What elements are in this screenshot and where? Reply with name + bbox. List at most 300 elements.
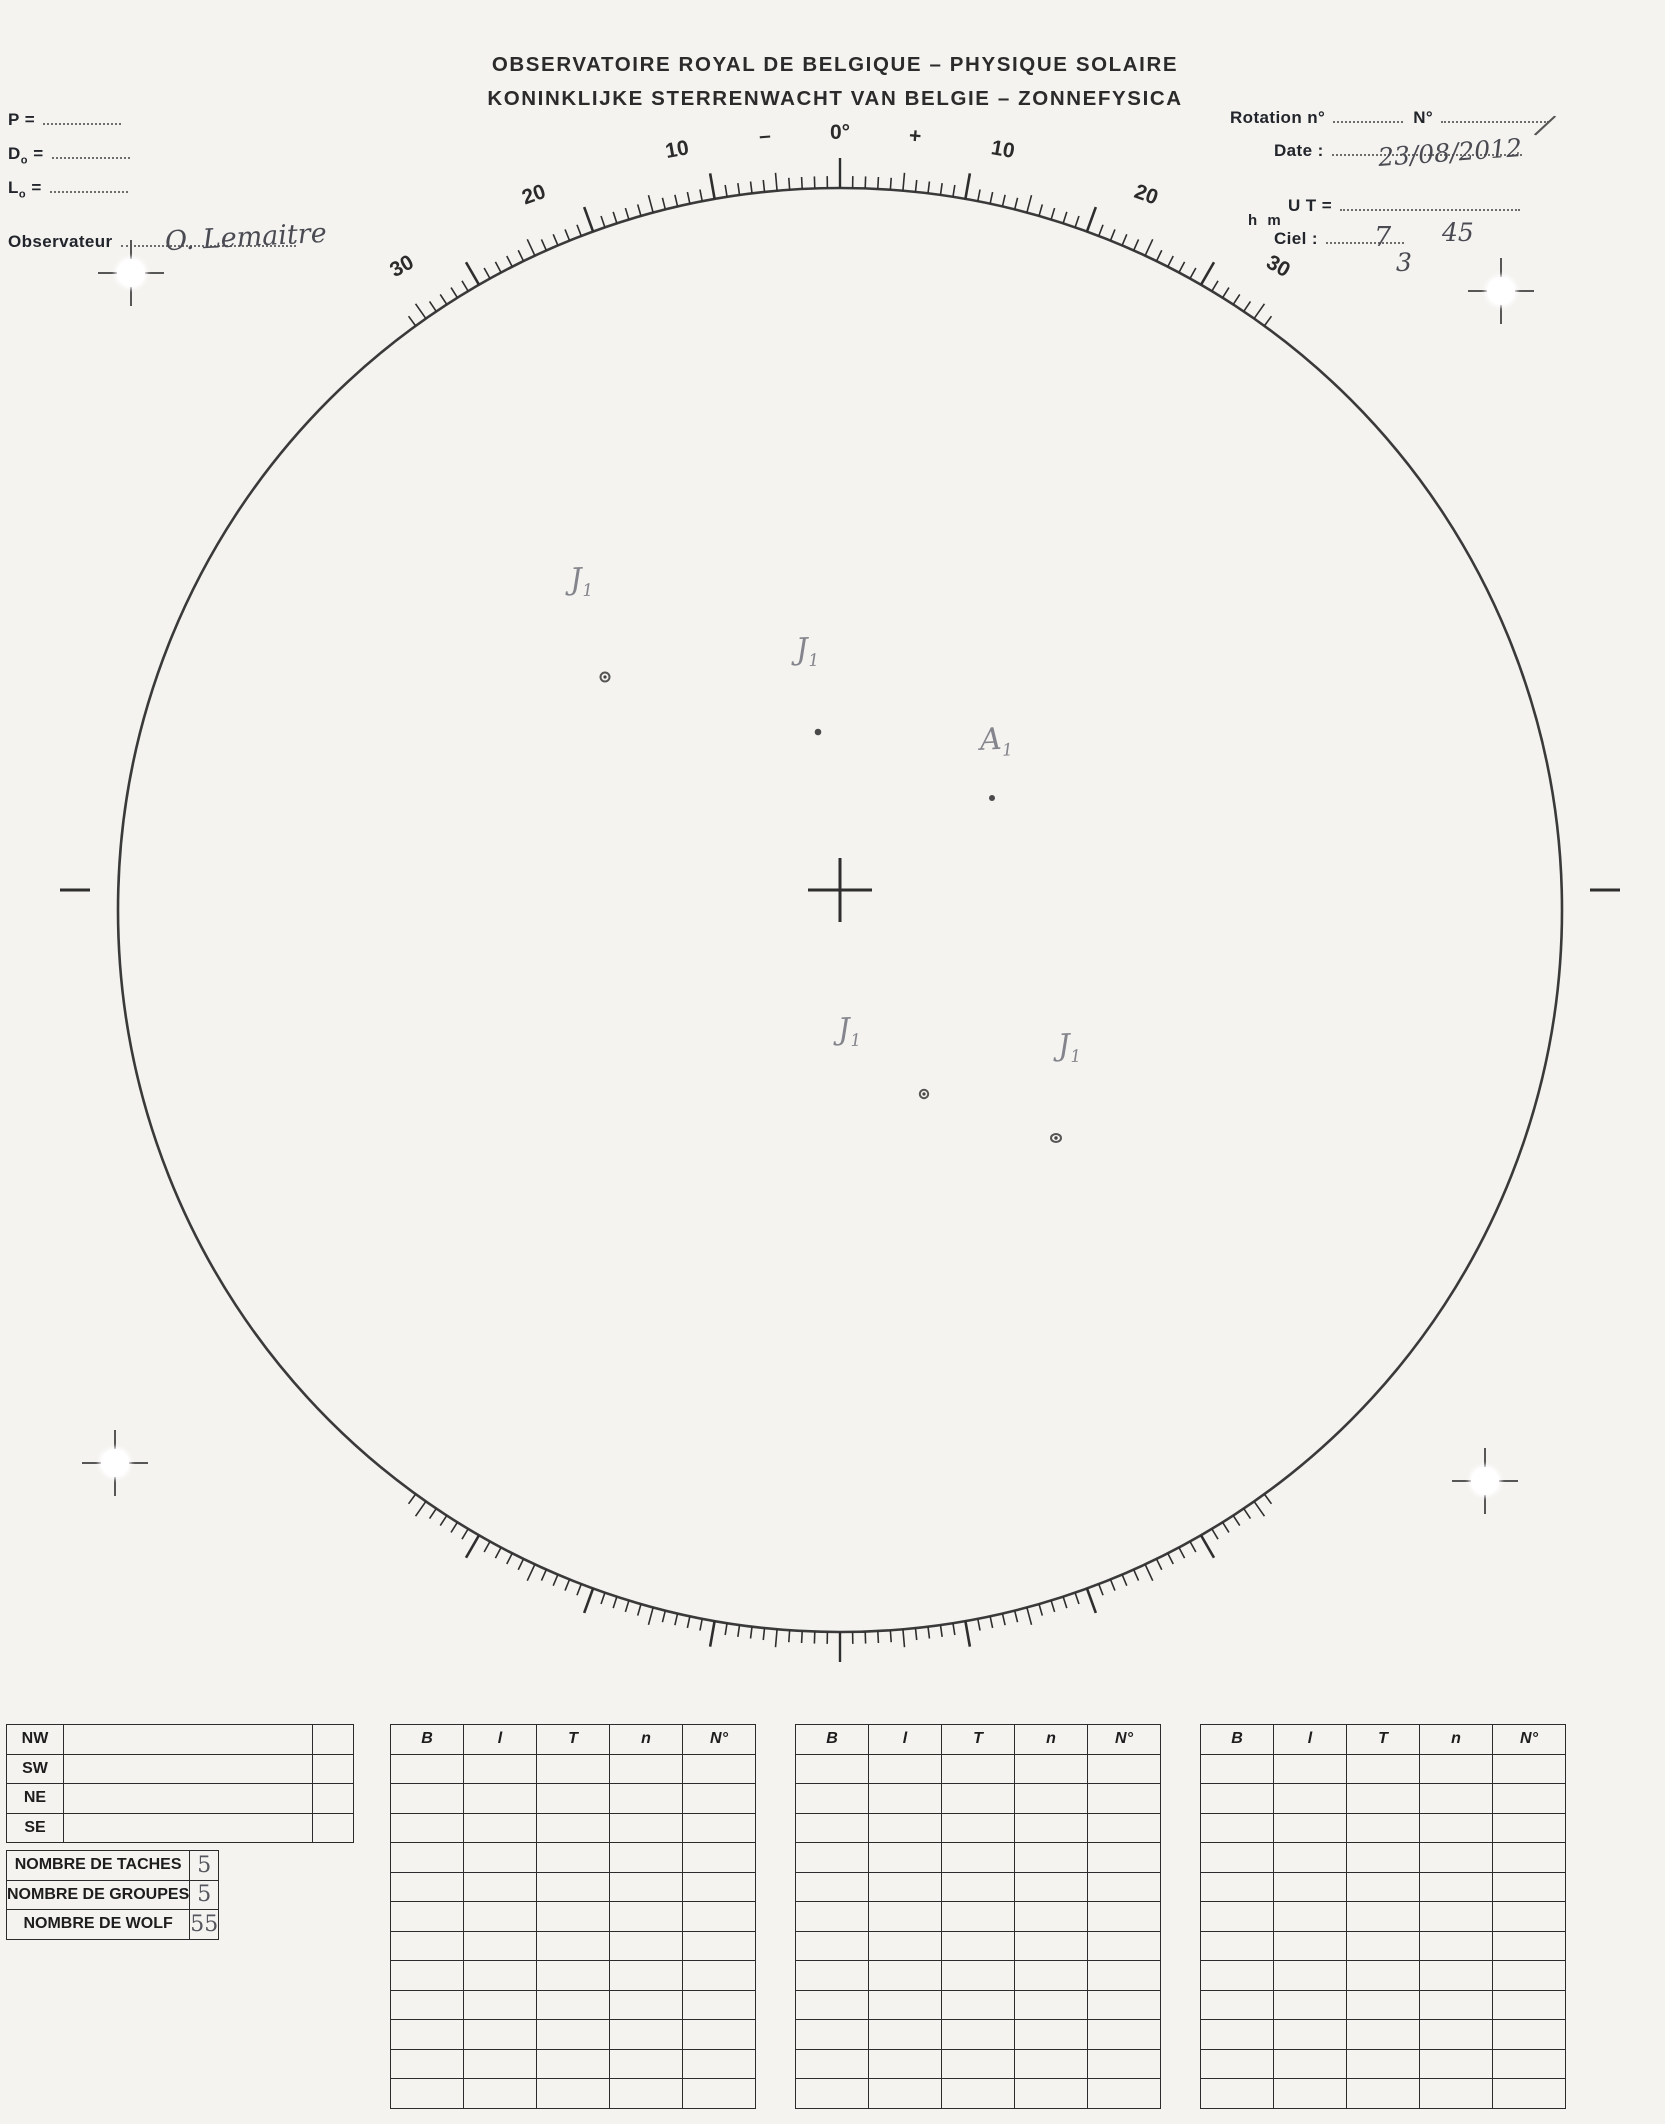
spot-cell[interactable] xyxy=(1015,1754,1088,1784)
spot-cell[interactable] xyxy=(464,1990,537,2020)
spot-cell[interactable] xyxy=(610,1754,683,1784)
spot-cell[interactable] xyxy=(1420,1813,1493,1843)
spot-cell[interactable] xyxy=(1015,1872,1088,1902)
table-row xyxy=(796,2020,1161,2050)
spot-cell[interactable] xyxy=(1347,1784,1420,1814)
spot-cell[interactable] xyxy=(1493,1813,1566,1843)
registration-mark-bottom-right xyxy=(1452,1448,1518,1514)
hm-label: h m xyxy=(1248,212,1284,229)
spot-cell[interactable] xyxy=(537,2079,610,2109)
spot-cell[interactable] xyxy=(1420,1990,1493,2020)
spot-cell[interactable] xyxy=(464,2020,537,2050)
column-header-t: T xyxy=(1347,1725,1420,1755)
spot-cell[interactable] xyxy=(683,2079,756,2109)
table-row xyxy=(796,1990,1161,2020)
summary-value-handwritten-0: 5 xyxy=(197,1852,212,1878)
spot-cell[interactable] xyxy=(1274,1931,1347,1961)
spot-cell[interactable] xyxy=(1347,2079,1420,2109)
disc-center-cross xyxy=(808,858,872,922)
spot-cell[interactable] xyxy=(942,1843,1015,1873)
spot-cell[interactable] xyxy=(869,1872,942,1902)
spot-cell[interactable] xyxy=(391,2079,464,2109)
quadrant-label-nw: NW xyxy=(7,1725,64,1755)
table-row xyxy=(796,2049,1161,2079)
spot-cell[interactable] xyxy=(391,1931,464,1961)
spot-cell[interactable] xyxy=(1201,1872,1274,1902)
spot-cell[interactable] xyxy=(796,1754,869,1784)
table-row xyxy=(391,1872,756,1902)
registration-mark-bottom-left xyxy=(82,1430,148,1496)
spot-cell[interactable] xyxy=(796,1902,869,1932)
spot-cell[interactable] xyxy=(796,1813,869,1843)
spot-cell[interactable] xyxy=(1088,1990,1161,2020)
spot-cell[interactable] xyxy=(1347,1872,1420,1902)
spot-cell[interactable] xyxy=(1274,1902,1347,1932)
bottom-tables-area xyxy=(0,1712,1665,2124)
table-row xyxy=(1201,1902,1566,1932)
registration-mark-top-right xyxy=(1468,258,1534,324)
column-header-t: T xyxy=(942,1725,1015,1755)
spot-cell[interactable] xyxy=(537,2020,610,2050)
spot-cell[interactable] xyxy=(391,1754,464,1784)
spot-cell[interactable] xyxy=(537,1872,610,1902)
table-row xyxy=(7,1910,219,1940)
spot-cell[interactable] xyxy=(796,2079,869,2109)
spot-cell[interactable] xyxy=(610,1961,683,1991)
spot-cell[interactable] xyxy=(1201,1784,1274,1814)
spot-cell[interactable] xyxy=(1420,1872,1493,1902)
spot-cell[interactable] xyxy=(942,1813,1015,1843)
svg-text:30: 30 xyxy=(386,250,418,283)
table-row xyxy=(391,1784,756,1814)
ciel-label: Ciel : xyxy=(1274,229,1318,248)
column-header-l: l xyxy=(464,1725,537,1755)
date-value-handwritten: 23/08/2012 xyxy=(1377,133,1523,172)
spot-cell[interactable] xyxy=(1274,1784,1347,1814)
spot-cell[interactable] xyxy=(683,1843,756,1873)
spot-cell[interactable] xyxy=(610,1843,683,1873)
quadrant-count-cell[interactable] xyxy=(313,1754,354,1784)
spot-cell[interactable] xyxy=(391,1784,464,1814)
spot-cell[interactable] xyxy=(869,2079,942,2109)
quadrant-table xyxy=(6,1724,354,1843)
spot-cell[interactable] xyxy=(869,1902,942,1932)
spot-cell[interactable] xyxy=(537,1754,610,1784)
spot-cell[interactable] xyxy=(1420,2049,1493,2079)
spot-cell[interactable] xyxy=(1493,1843,1566,1873)
column-header-b: B xyxy=(1201,1725,1274,1755)
summary-label-2: NOMBRE DE WOLF xyxy=(7,1910,190,1940)
spot-cell[interactable] xyxy=(683,1784,756,1814)
spot-cell[interactable] xyxy=(537,1784,610,1814)
table-row xyxy=(796,1754,1161,1784)
spot-cell[interactable] xyxy=(1201,1754,1274,1784)
spot-cell[interactable] xyxy=(610,1990,683,2020)
spot-cell[interactable] xyxy=(537,1843,610,1873)
spot-cell[interactable] xyxy=(796,2020,869,2050)
spot-cell[interactable] xyxy=(1420,1784,1493,1814)
svg-text:–: – xyxy=(758,124,772,149)
table-row xyxy=(1201,1754,1566,1784)
table-row xyxy=(391,1813,756,1843)
summary-label-1: NOMBRE DE GROUPES xyxy=(7,1880,190,1910)
spot-cell[interactable] xyxy=(391,1872,464,1902)
summary-value-0[interactable] xyxy=(190,1851,219,1881)
title-line-dutch: KONINKLIJKE STERRENWACHT VAN BELGIE – ZONNEFYSICA xyxy=(487,87,1183,110)
spot-cell[interactable] xyxy=(796,1872,869,1902)
spot-cell[interactable] xyxy=(1420,1843,1493,1873)
p-label: P = xyxy=(8,110,36,129)
ut-label: U T = xyxy=(1288,196,1333,215)
spot-cell[interactable] xyxy=(869,1784,942,1814)
spot-cell[interactable] xyxy=(464,2049,537,2079)
spot-cell[interactable] xyxy=(1347,1902,1420,1932)
spot-cell[interactable] xyxy=(1201,2049,1274,2079)
svg-text:+: + xyxy=(908,124,923,149)
do-label: $D_o$ = xyxy=(8,144,44,167)
spot-cell[interactable] xyxy=(869,1931,942,1961)
ut-minutes-handwritten: 45 xyxy=(1442,218,1474,247)
spot-cell[interactable] xyxy=(869,2020,942,2050)
quadrant-label-sw: SW xyxy=(7,1754,64,1784)
table-row xyxy=(391,2049,756,2079)
spot-cell[interactable] xyxy=(1274,1754,1347,1784)
spot-cell[interactable] xyxy=(869,1990,942,2020)
spot-cell[interactable] xyxy=(391,2020,464,2050)
spot-cell[interactable] xyxy=(1201,1990,1274,2020)
spot-cell[interactable] xyxy=(1088,2049,1161,2079)
table-row xyxy=(796,1813,1161,1843)
quadrant-count-cell[interactable] xyxy=(313,1784,354,1814)
spot-label-1: $J_1$ xyxy=(569,561,594,601)
spot-cell[interactable] xyxy=(464,1784,537,1814)
spot-label-4: $J_1$ xyxy=(837,1011,862,1051)
spot-cell[interactable] xyxy=(796,1784,869,1814)
spot-cell[interactable] xyxy=(1420,2079,1493,2109)
svg-text:10: 10 xyxy=(989,136,1017,163)
table-row xyxy=(1201,1931,1566,1961)
svg-text:0°: 0° xyxy=(829,121,851,144)
table-row xyxy=(7,1754,354,1784)
spot-cell[interactable] xyxy=(1201,1813,1274,1843)
spot-cell[interactable] xyxy=(537,1990,610,2020)
summary-table xyxy=(6,1850,219,1940)
column-header-n: n xyxy=(1420,1725,1493,1755)
spot-cell[interactable] xyxy=(1493,1990,1566,2020)
spot-cell[interactable] xyxy=(391,1961,464,1991)
spot-cell[interactable] xyxy=(796,1931,869,1961)
spot-cell[interactable] xyxy=(1493,2020,1566,2050)
spot-cell[interactable] xyxy=(1088,2020,1161,2050)
spot-cell[interactable] xyxy=(610,1902,683,1932)
table-row xyxy=(796,1784,1161,1814)
table-row xyxy=(1201,1872,1566,1902)
spot-cell[interactable] xyxy=(1274,2049,1347,2079)
column-header-b: B xyxy=(796,1725,869,1755)
spot-cell[interactable] xyxy=(1347,1813,1420,1843)
spot-cell[interactable] xyxy=(464,1961,537,1991)
table-row xyxy=(796,1961,1161,1991)
table-row xyxy=(391,1902,756,1932)
page-title xyxy=(420,48,1250,116)
lo-label: $L_o$ = xyxy=(8,178,42,201)
table-row xyxy=(7,1851,219,1881)
table-row xyxy=(391,1843,756,1873)
spot-cell[interactable] xyxy=(1274,1961,1347,1991)
spot-cell[interactable] xyxy=(869,1961,942,1991)
title-line-french: OBSERVATOIRE ROYAL DE BELGIQUE – PHYSIQUE SOLAIRE xyxy=(491,53,1179,76)
spot-cell[interactable] xyxy=(1015,1813,1088,1843)
svg-text:20: 20 xyxy=(518,179,549,210)
table-header-row xyxy=(1201,1725,1566,1755)
spot-cell[interactable] xyxy=(1347,1931,1420,1961)
spot-cell[interactable] xyxy=(1493,1961,1566,1991)
quadrant-value-cell[interactable] xyxy=(64,1725,313,1755)
spot-cell[interactable] xyxy=(942,1754,1015,1784)
spot-cell[interactable] xyxy=(1088,1961,1161,1991)
table-row xyxy=(1201,2079,1566,2109)
solar-disc-svg xyxy=(60,110,1620,1710)
spot-cell[interactable] xyxy=(1201,2020,1274,2050)
observer-name-handwritten: O. Lemaitre xyxy=(164,217,328,258)
quadrant-value-cell[interactable] xyxy=(64,1784,313,1814)
summary-label-0: NOMBRE DE TACHES xyxy=(7,1851,190,1881)
spot-cell[interactable] xyxy=(1274,2020,1347,2050)
table-row xyxy=(391,2079,756,2109)
spot-cell[interactable] xyxy=(1493,1931,1566,1961)
spot-cell[interactable] xyxy=(1201,1961,1274,1991)
spot-cell[interactable] xyxy=(1015,1931,1088,1961)
spot-cell[interactable] xyxy=(796,2049,869,2079)
column-header-n: N° xyxy=(683,1725,756,1755)
summary-value-handwritten-2: 55 xyxy=(190,1911,219,1937)
spot-cell[interactable] xyxy=(537,1931,610,1961)
column-header-t: T xyxy=(537,1725,610,1755)
spot-cell[interactable] xyxy=(942,1931,1015,1961)
spot-cell[interactable] xyxy=(1420,1961,1493,1991)
spot-cell[interactable] xyxy=(942,2049,1015,2079)
spot-cell[interactable] xyxy=(1420,1902,1493,1932)
quadrant-value-cell[interactable] xyxy=(64,1754,313,1784)
table-row xyxy=(391,1961,756,1991)
spot-cell[interactable] xyxy=(1274,1813,1347,1843)
spot-cell[interactable] xyxy=(942,2079,1015,2109)
spot-cell[interactable] xyxy=(869,1754,942,1784)
spot-cell[interactable] xyxy=(537,1902,610,1932)
spot-measurement-table-2 xyxy=(795,1724,1161,2109)
ciel-value-handwritten: 3 xyxy=(1396,248,1412,277)
spot-cell[interactable] xyxy=(683,1872,756,1902)
spot-cell[interactable] xyxy=(1015,1961,1088,1991)
spot-cell[interactable] xyxy=(1088,1872,1161,1902)
spot-cell[interactable] xyxy=(869,1813,942,1843)
spot-cell[interactable] xyxy=(683,1902,756,1932)
spot-label-3: $A_1$ xyxy=(979,721,1014,761)
spot-cell[interactable] xyxy=(1201,1843,1274,1873)
table-row xyxy=(1201,2020,1566,2050)
quadrant-count-cell[interactable] xyxy=(313,1725,354,1755)
spot-cell[interactable] xyxy=(464,2079,537,2109)
quadrant-label-ne: NE xyxy=(7,1784,64,1814)
spot-cell[interactable] xyxy=(683,1931,756,1961)
spot-cell[interactable] xyxy=(683,1754,756,1784)
table-row xyxy=(796,1843,1161,1873)
spot-cell[interactable] xyxy=(1347,2049,1420,2079)
spot-label-2: $J_1$ xyxy=(795,631,820,671)
spot-measurement-table-1 xyxy=(390,1724,756,2109)
spot-cell[interactable] xyxy=(1088,1784,1161,1814)
spot-cell[interactable] xyxy=(1015,1784,1088,1814)
summary-value-2[interactable] xyxy=(190,1910,219,1940)
ut-hours-handwritten: 7 xyxy=(1374,222,1392,253)
table-row xyxy=(1201,1961,1566,1991)
spot-cell[interactable] xyxy=(1015,2079,1088,2109)
spot-cell[interactable] xyxy=(1420,1931,1493,1961)
table-row xyxy=(391,1931,756,1961)
spot-cell[interactable] xyxy=(1015,2049,1088,2079)
spot-cell[interactable] xyxy=(391,1843,464,1873)
spot-cell[interactable] xyxy=(1274,1843,1347,1873)
table-header-row xyxy=(391,1725,756,1755)
spot-cell[interactable] xyxy=(683,1990,756,2020)
spot-cell[interactable] xyxy=(1015,1843,1088,1873)
table-row xyxy=(1201,1813,1566,1843)
spot-cell[interactable] xyxy=(1088,1931,1161,1961)
spot-cell[interactable] xyxy=(1420,1754,1493,1784)
observer-label: Observateur xyxy=(8,232,113,251)
spot-cell[interactable] xyxy=(464,1843,537,1873)
spot-cell[interactable] xyxy=(1420,2020,1493,2050)
spot-cell[interactable] xyxy=(391,1990,464,2020)
table-row xyxy=(796,1902,1161,1932)
number-label: N° xyxy=(1413,108,1434,127)
spot-cell[interactable] xyxy=(1088,1813,1161,1843)
column-header-l: l xyxy=(869,1725,942,1755)
table-row xyxy=(796,1931,1161,1961)
date-label: Date : xyxy=(1274,141,1324,160)
spot-cell[interactable] xyxy=(683,2020,756,2050)
spot-cell[interactable] xyxy=(1347,1990,1420,2020)
spot-cell[interactable] xyxy=(796,1961,869,1991)
spot-cell[interactable] xyxy=(1274,2079,1347,2109)
spot-cell[interactable] xyxy=(942,1961,1015,1991)
spot-cell[interactable] xyxy=(1201,2079,1274,2109)
spot-cell[interactable] xyxy=(1274,1990,1347,2020)
spot-cell[interactable] xyxy=(464,1813,537,1843)
spot-cell[interactable] xyxy=(869,1843,942,1873)
spot-cell[interactable] xyxy=(869,2049,942,2079)
table-row xyxy=(1201,1784,1566,1814)
spot-cell[interactable] xyxy=(683,1961,756,1991)
spot-cell[interactable] xyxy=(391,1902,464,1932)
spot-cell[interactable] xyxy=(1088,2079,1161,2109)
quadrant-value-cell[interactable] xyxy=(64,1813,313,1843)
spot-cell[interactable] xyxy=(1347,1754,1420,1784)
spot-cell[interactable] xyxy=(1201,1902,1274,1932)
svg-text:10: 10 xyxy=(663,136,691,163)
spot-cell[interactable] xyxy=(1088,1843,1161,1873)
spot-cell[interactable] xyxy=(1347,1843,1420,1873)
spot-cell[interactable] xyxy=(1088,1754,1161,1784)
column-header-b: B xyxy=(391,1725,464,1755)
table-row xyxy=(7,1813,354,1843)
registration-mark-top-left xyxy=(98,240,164,306)
spot-cell[interactable] xyxy=(464,1754,537,1784)
spot-cell[interactable] xyxy=(1088,1902,1161,1932)
spot-cell[interactable] xyxy=(1015,1990,1088,2020)
spot-cell[interactable] xyxy=(610,1813,683,1843)
spot-cell[interactable] xyxy=(1201,1931,1274,1961)
spot-cell[interactable] xyxy=(942,2020,1015,2050)
table-row xyxy=(7,1880,219,1910)
spot-cell[interactable] xyxy=(942,1872,1015,1902)
spot-cell[interactable] xyxy=(610,2020,683,2050)
table-row xyxy=(7,1725,354,1755)
spot-cell[interactable] xyxy=(391,1813,464,1843)
spot-cell[interactable] xyxy=(1015,2020,1088,2050)
spot-cell[interactable] xyxy=(1493,1902,1566,1932)
spot-cell[interactable] xyxy=(610,1784,683,1814)
spot-cell[interactable] xyxy=(796,1990,869,2020)
column-header-n: n xyxy=(610,1725,683,1755)
spot-cell[interactable] xyxy=(610,1931,683,1961)
table-row xyxy=(1201,1843,1566,1873)
table-row xyxy=(391,1754,756,1784)
spot-cell[interactable] xyxy=(610,2049,683,2079)
spot-cell[interactable] xyxy=(1493,1872,1566,1902)
spot-cell[interactable] xyxy=(796,1843,869,1873)
spot-cell[interactable] xyxy=(464,1872,537,1902)
spot-cell[interactable] xyxy=(1015,1902,1088,1932)
svg-text:20: 20 xyxy=(1131,179,1162,210)
spot-cell[interactable] xyxy=(610,2079,683,2109)
spot-cell[interactable] xyxy=(1493,1784,1566,1814)
slash-mark-handwritten: / xyxy=(1534,107,1556,144)
spot-cell[interactable] xyxy=(537,1961,610,1991)
rotation-label: Rotation n° xyxy=(1230,108,1326,127)
table-row xyxy=(796,1872,1161,1902)
spot-cell[interactable] xyxy=(464,1931,537,1961)
spot-cell[interactable] xyxy=(1347,1961,1420,1991)
spot-cell[interactable] xyxy=(537,2049,610,2079)
spot-cell[interactable] xyxy=(1493,2049,1566,2079)
spot-cell[interactable] xyxy=(1493,2079,1566,2109)
summary-value-1[interactable] xyxy=(190,1880,219,1910)
svg-text:30: 30 xyxy=(1262,250,1294,283)
solar-disc-area xyxy=(60,110,1620,1710)
column-header-l: l xyxy=(1274,1725,1347,1755)
spot-cell[interactable] xyxy=(610,1872,683,1902)
spot-cell[interactable] xyxy=(1347,2020,1420,2050)
table-row xyxy=(7,1784,354,1814)
spot-cell[interactable] xyxy=(391,2049,464,2079)
spot-cell[interactable] xyxy=(537,1813,610,1843)
spot-cell[interactable] xyxy=(1493,1754,1566,1784)
spot-cell[interactable] xyxy=(464,1902,537,1932)
quadrant-count-cell[interactable] xyxy=(313,1813,354,1843)
limb-scale-bottom xyxy=(409,1494,1272,1662)
spot-cell[interactable] xyxy=(683,2049,756,2079)
column-header-n: N° xyxy=(1088,1725,1161,1755)
table-row xyxy=(1201,2049,1566,2079)
spot-cell[interactable] xyxy=(683,1813,756,1843)
spot-cell[interactable] xyxy=(942,1902,1015,1932)
table-row xyxy=(796,2079,1161,2109)
spot-cell[interactable] xyxy=(1274,1872,1347,1902)
table-row xyxy=(391,2020,756,2050)
spot-cell[interactable] xyxy=(942,1784,1015,1814)
spot-cell[interactable] xyxy=(942,1990,1015,2020)
